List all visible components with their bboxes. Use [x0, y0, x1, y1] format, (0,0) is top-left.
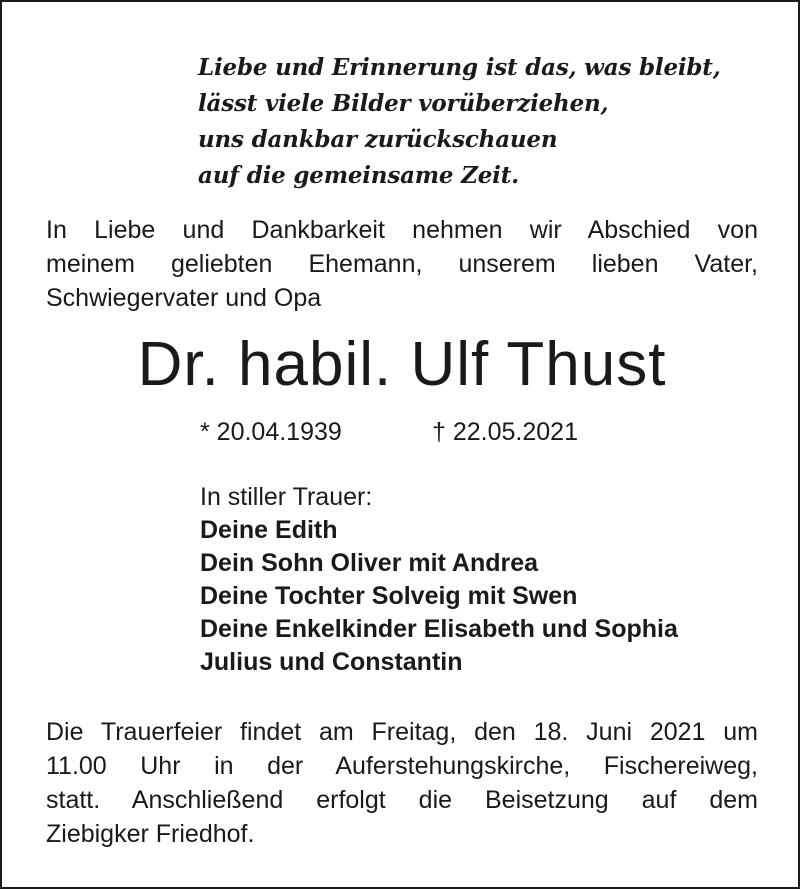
poem-line: lässt viele Bilder vorüberziehen, [198, 90, 609, 117]
poem-line: uns dankbar zurückschauen [198, 126, 558, 153]
farewell-intro [46, 213, 758, 315]
funeral-notice [46, 715, 758, 851]
intro-line: meinem geliebten Ehemann, unserem lieben Vater, [46, 250, 758, 278]
poem-line: auf die gemeinsame Zeit. [198, 162, 519, 189]
mourner-name: Deine Edith [200, 516, 338, 544]
death-date: † 22.05.2021 [432, 418, 578, 446]
intro-line: In Liebe und Dankbarkeit nehmen wir Abschied von [46, 216, 758, 244]
life-dates [200, 415, 578, 449]
birth-date: * 20.04.1939 [200, 418, 342, 446]
mourner-name: Deine Enkelkinder Elisabeth und Sophia [200, 615, 678, 643]
notice-line: Ziebigker Friedhof. [46, 820, 255, 848]
deceased-name: Dr. habil. Ulf Thust [137, 330, 667, 399]
memorial-poem [198, 50, 721, 194]
notice-line: Die Trauerfeier findet am Freitag, den 18. Juni 2021 um [46, 718, 758, 746]
intro-line: Schwiegervater und Opa [46, 284, 322, 312]
mourner-name: Dein Sohn Oliver mit Andrea [200, 549, 539, 577]
poem-line: Liebe und Erinnerung ist das, was bleibt, [198, 54, 721, 81]
mourner-name: Julius und Constantin [200, 648, 463, 676]
mourner-name: Deine Tochter Solveig mit Swen [200, 582, 578, 610]
notice-line: 11.00 Uhr in der Auferstehungskirche, Fischereiweg, [46, 752, 758, 780]
mourners-block [200, 481, 678, 679]
mourners-list [200, 514, 678, 679]
notice-line: statt. Anschließend erfolgt die Beisetzung auf dem [46, 786, 758, 814]
mourners-heading: In stiller Trauer: [200, 483, 373, 511]
